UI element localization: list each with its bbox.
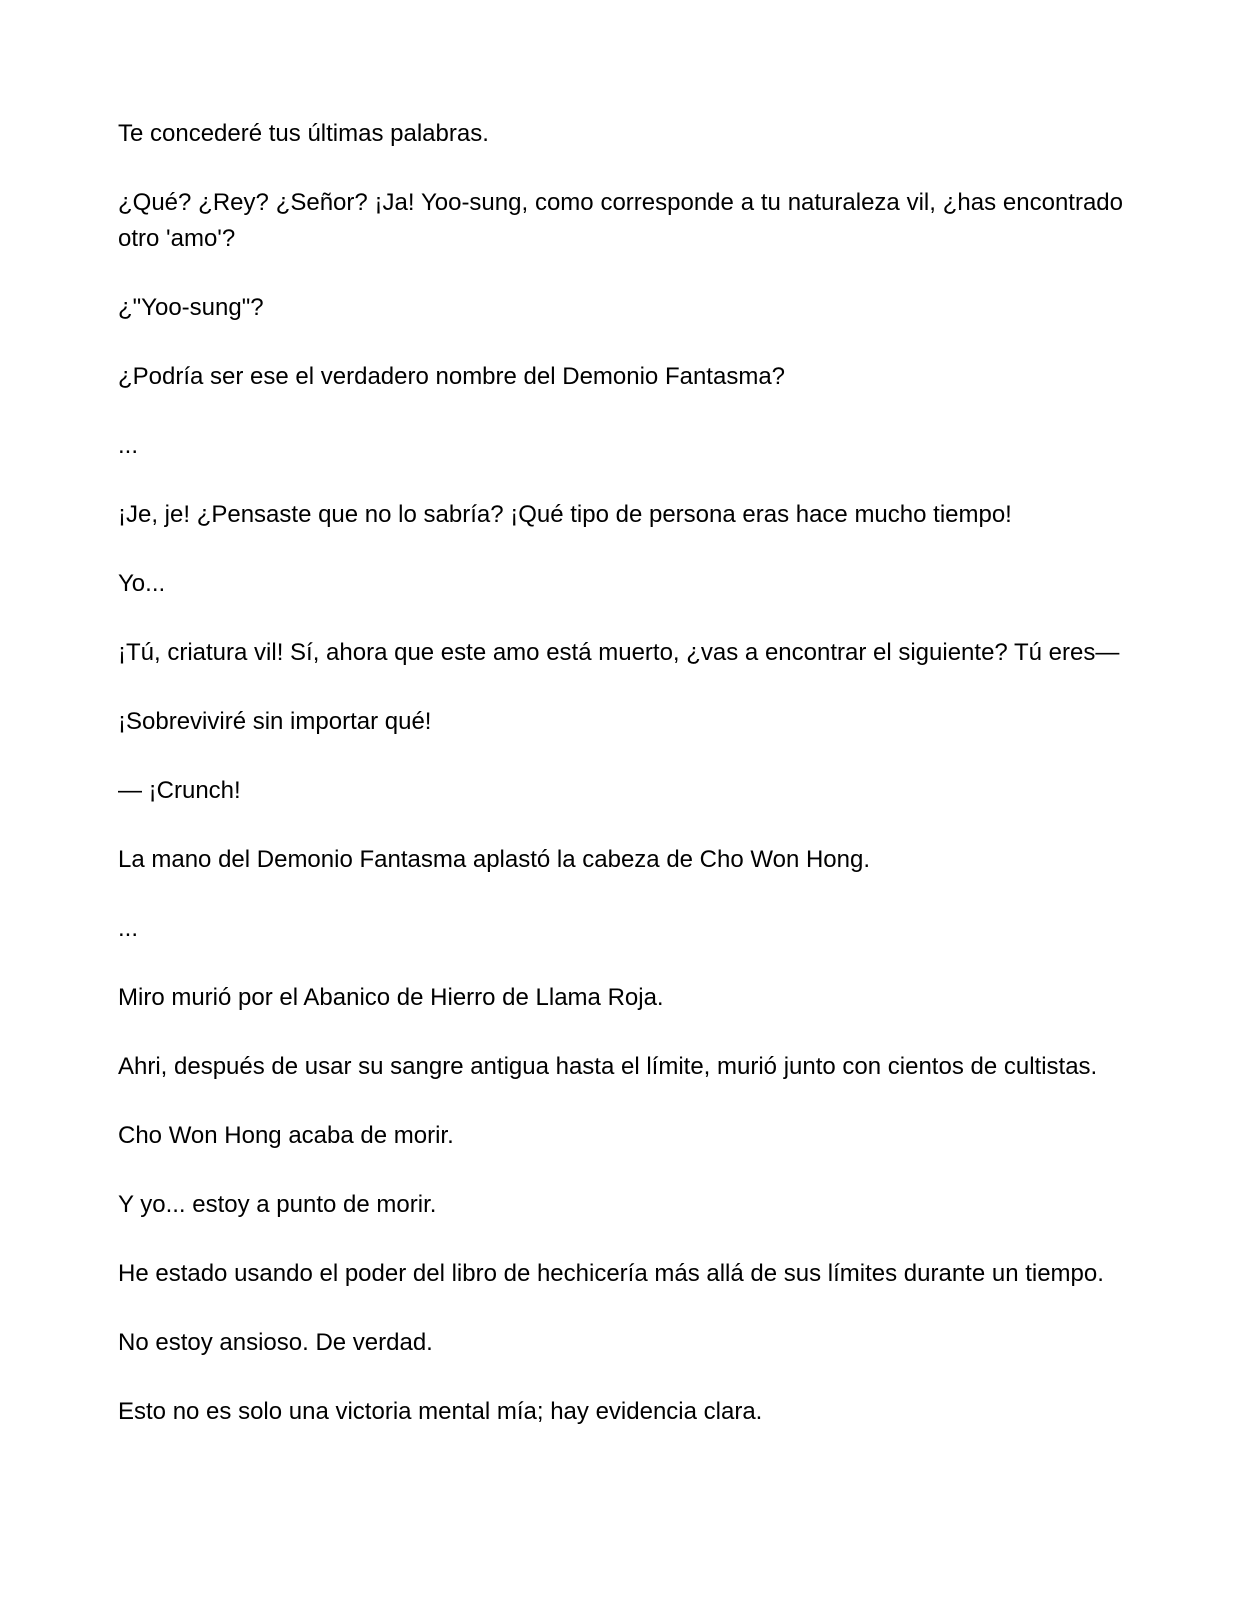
paragraph: ¿Podría ser ese el verdadero nombre del Demonio Fantasma? bbox=[118, 363, 786, 390]
paragraph: — ¡Crunch! bbox=[118, 777, 241, 804]
document-body bbox=[118, 116, 1123, 1430]
paragraph: La mano del Demonio Fantasma aplastó la cabeza de Cho Won Hong. bbox=[118, 846, 871, 873]
paragraph: ¡Sobreviviré sin importar qué! bbox=[118, 708, 432, 735]
paragraph: Yo... bbox=[118, 570, 166, 597]
paragraph: ¿"Yoo-sung"? bbox=[118, 294, 264, 321]
paragraph: No estoy ansioso. De verdad. bbox=[118, 1329, 433, 1356]
paragraph: Y yo... estoy a punto de morir. bbox=[118, 1191, 437, 1218]
paragraph: He estado usando el poder del libro de hechicería más allá de sus límites durante un tiempo. bbox=[118, 1260, 1104, 1287]
paragraph: Cho Won Hong acaba de morir. bbox=[118, 1122, 454, 1149]
paragraph: ... bbox=[118, 915, 139, 942]
paragraph: ... bbox=[118, 432, 139, 459]
paragraph: Esto no es solo una victoria mental mía; hay evidencia clara. bbox=[118, 1398, 763, 1425]
paragraph: ¡Je, je! ¿Pensaste que no lo sabría? ¡Qué tipo de persona eras hace mucho tiempo! bbox=[118, 501, 1012, 528]
paragraph: ¿Qué? ¿Rey? ¿Señor? ¡Ja! Yoo-sung, como corresponde a tu naturaleza vil, ¿has encontrado otro 'amo'? bbox=[118, 189, 1123, 252]
paragraph: Ahri, después de usar su sangre antigua hasta el límite, murió junto con cientos de cultistas. bbox=[118, 1053, 1098, 1080]
paragraph: Te concederé tus últimas palabras. bbox=[118, 120, 489, 147]
paragraph: ¡Tú, criatura vil! Sí, ahora que este amo está muerto, ¿vas a encontrar el siguiente? Tú eres— bbox=[118, 639, 1120, 666]
paragraph: Miro murió por el Abanico de Hierro de Llama Roja. bbox=[118, 984, 664, 1011]
